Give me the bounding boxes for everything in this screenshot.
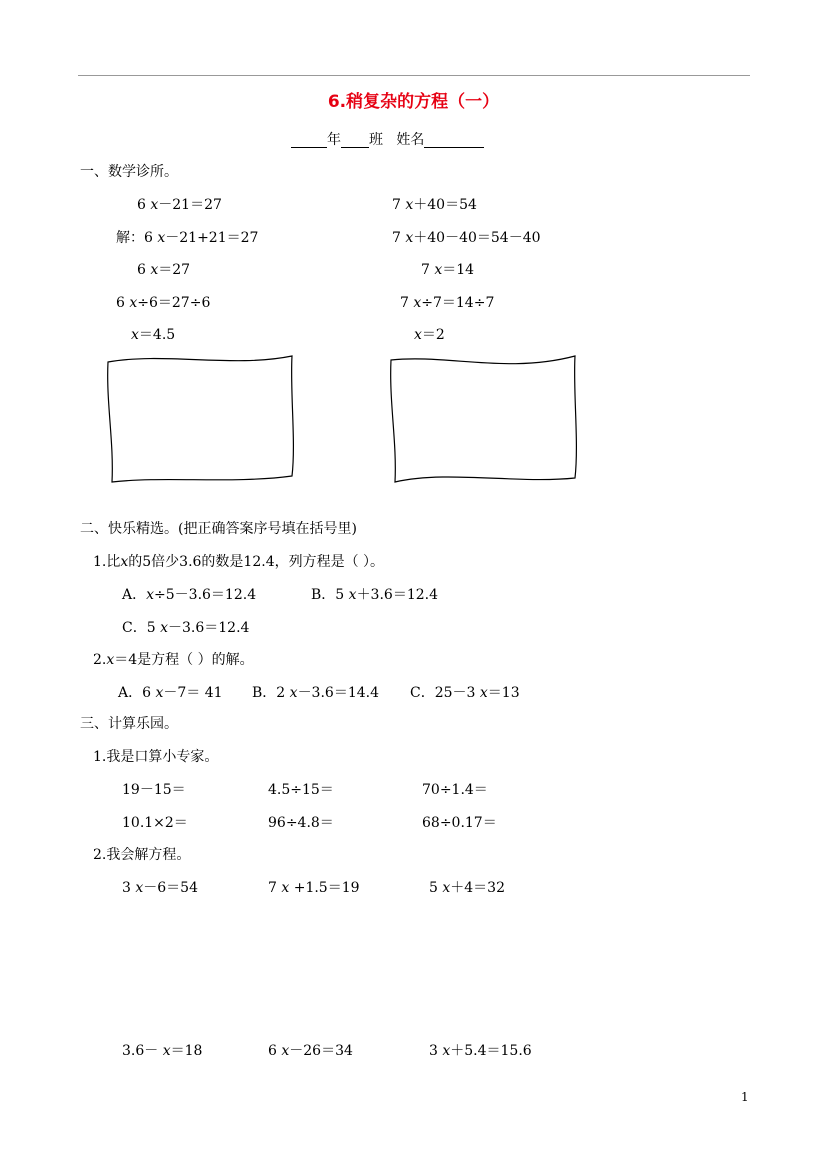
option-b[interactable]: B．2 x－3.6＝14.4 xyxy=(252,685,379,701)
question-2-1: 1.比x的5倍少3.6的数是12.4，列方程是（ ）。 xyxy=(93,554,385,570)
left-work-line: x＝4.5 xyxy=(131,327,176,343)
left-work-line: 解：6 x－21+21＝27 xyxy=(116,230,259,246)
question-2-2: 2.x＝4是方程（ ）的解。 xyxy=(93,652,254,668)
equation-item: 3.6－ x＝18 xyxy=(122,1043,203,1059)
equation-item: 5 x＋4＝32 xyxy=(429,880,505,896)
page-title: 6.稍复杂的方程（一） xyxy=(327,92,500,112)
section-2-heading: 二、快乐精选。(把正确答案序号填在括号里) xyxy=(80,521,357,537)
year-blank[interactable] xyxy=(291,133,327,148)
page-number: 1 xyxy=(741,1090,749,1104)
left-work-line: 6 x＝27 xyxy=(137,262,191,278)
student-info-line: 年 班 姓名 xyxy=(291,132,484,148)
oral-item: 96÷4.8＝ xyxy=(268,815,334,831)
option-b[interactable]: B．5 x＋3.6＝12.4 xyxy=(311,587,438,603)
left-work-line: 6 x÷6＝27÷6 xyxy=(116,295,211,311)
name-blank[interactable] xyxy=(424,133,484,148)
class-blank[interactable] xyxy=(341,133,369,148)
subsection-oral: 1.我是口算小专家。 xyxy=(93,749,219,765)
equation-item: 6 x－26＝34 xyxy=(268,1043,353,1059)
option-a[interactable]: A．x÷5－3.6＝12.4 xyxy=(122,587,257,603)
option-a[interactable]: A．6 x－7＝ 41 xyxy=(118,685,223,701)
right-work-line: 7 x÷7＝14÷7 xyxy=(400,295,495,311)
oral-item: 68÷0.17＝ xyxy=(422,815,497,831)
option-c[interactable]: C．25－3 x＝13 xyxy=(410,685,520,701)
section-3-heading: 三、计算乐园。 xyxy=(80,716,178,732)
left-work-line: 6 x－21＝27 xyxy=(137,197,222,213)
option-c[interactable]: C．5 x－3.6＝12.4 xyxy=(122,620,250,636)
oral-item: 4.5÷15＝ xyxy=(268,782,334,798)
equation-item: 3 x－6＝54 xyxy=(122,880,198,896)
right-work-line: 7 x＝14 xyxy=(421,262,475,278)
right-work-line: 7 x＋40＝54 xyxy=(392,197,477,213)
equation-item: 7 x +1.5＝19 xyxy=(268,880,360,896)
right-work-line: 7 x＋40－40＝54－40 xyxy=(392,230,541,246)
oral-item: 10.1×2＝ xyxy=(122,815,188,831)
right-work-line: x＝2 xyxy=(414,327,445,343)
oral-item: 70÷1.4＝ xyxy=(422,782,488,798)
left-answer-box[interactable] xyxy=(104,352,300,486)
header-rule xyxy=(78,75,750,76)
equation-item: 3 x＋5.4＝15.6 xyxy=(429,1043,532,1059)
right-answer-box[interactable] xyxy=(387,352,583,486)
subsection-equations: 2.我会解方程。 xyxy=(93,847,191,863)
section-1-heading: 一、数学诊所。 xyxy=(80,164,178,180)
oral-item: 19－15＝ xyxy=(122,782,186,798)
